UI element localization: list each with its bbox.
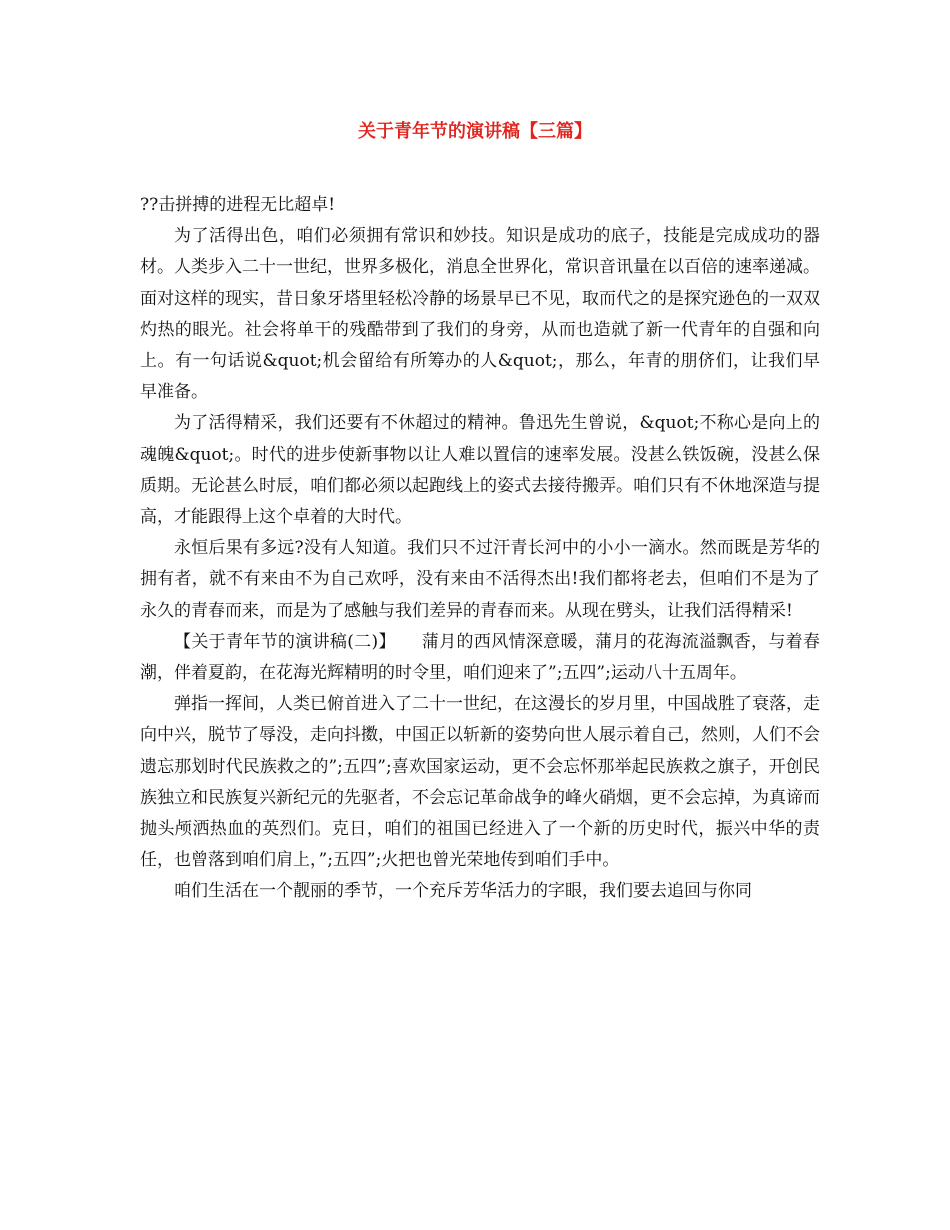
paragraph: 为了活得精采，我们还要有不休超过的精神。鲁迅先生曾说，&quot;不称心是向上的魂魄&quot;。时代的进步使新事物以让人难以置信的速率发展。没甚么铁饭碗，没甚么保质期。无论甚么时辰，咱们都必须以起跑线上的姿式去接待搬弄。咱们只有不休地深造与提高，才能跟得上这个卓着的大时代。	[140, 413, 820, 528]
paragraph: 咱们生活在一个靓丽的季节，一个充斥芳华活力的字眼，我们要去追回与你同	[174, 881, 752, 902]
paragraph: 永恒后果有多远?没有人知道。我们只不过汗青长河中的小小一滴水。然而既是芳华的拥有者，就不有来由不为自己欢呼，没有来由不活得杰出!我们都将老去，但咱们不是为了永久的青春而来，而是为了感触与我们差异的青春而来。从现在劈头，让我们活得精采!	[140, 538, 820, 621]
paragraph: ??击拼搏的进程无比超卓!	[140, 195, 336, 215]
paragraph: 为了活得出色，咱们必须拥有常识和妙技。知识是成功的底子，技能是完成成功的器材。人类步入二十一世纪，世界多极化，消息全世界化，常识音讯量在以百倍的速率递减。面对这样的现实，昔日象牙塔里轻松冷静的场景早已不见，取而代之的是探究逊色的一双双灼热的眼光。社会将单干的残酷带到了我们的身旁，从而也造就了新一代青年的自强和向上。有一句话说&quot;机会留给有所筹办的人&quot;，那么，年青的朋侪们，让我们早早准备。	[140, 226, 820, 403]
paragraph: 【关于青年节的演讲稿(二)】 蒲月的西风情深意暖，蒲月的花海流溢飘香，与着春潮，伴着夏韵，在花海光辉精明的时令里，咱们迎来了”;五四”;运动八十五周年。	[140, 631, 820, 684]
document-body	[140, 190, 820, 908]
document-title: 关于青年节的演讲稿【三篇】	[358, 121, 592, 142]
paragraph: 弹指一挥间，人类已俯首进入了二十一世纪，在这漫长的岁月里，中国战胜了衰落，走向中兴，脱节了辱没，走向抖擞，中国正以斩新的姿势向世人展示着自己，然则，人们不会遗忘那划时代民族救之的”;五四”;喜欢国家运动，更不会忘怀那举起民族救之旗子，开创民族独立和民族复兴新纪元的先驱者，不会忘记革命战争的峰火硝烟，更不会忘掉，为真谛而抛头颅洒热血的英烈们。克日，咱们的祖国已经进入了一个新的历史时代，振兴中华的责任，也曾落到咱们肩上，”;五四”;火把也曾光荣地传到咱们手中。	[140, 694, 820, 871]
